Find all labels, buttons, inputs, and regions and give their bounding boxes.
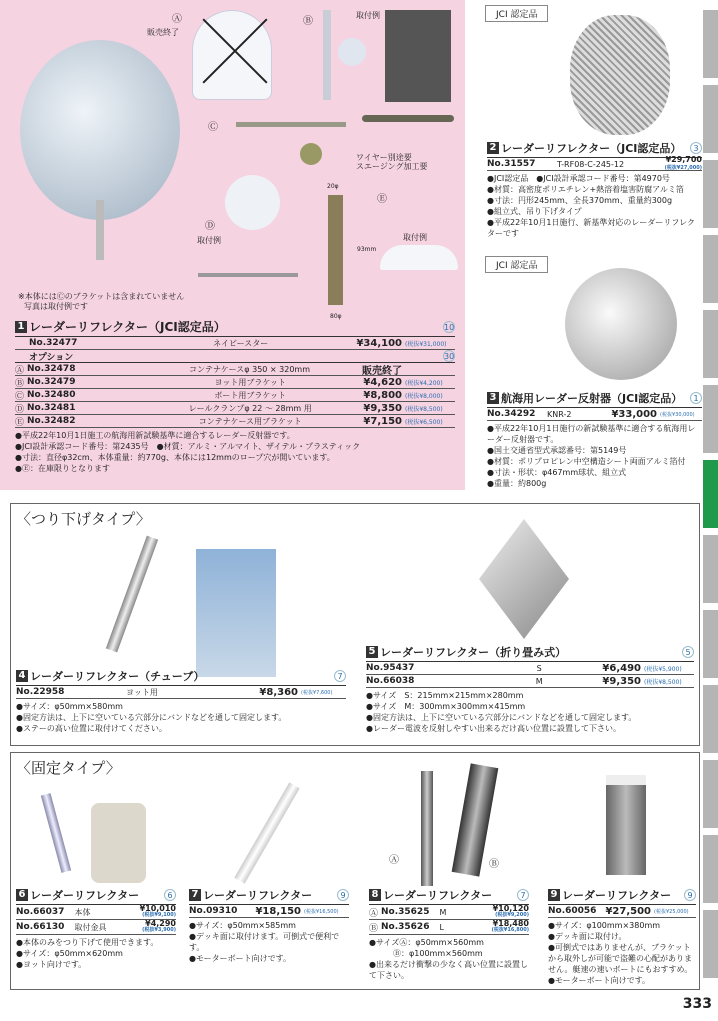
note: ●JCI設計承認コード番号：第2435号 ●材質：アルミ・アルマイト、ザイテル・プラスティック	[15, 442, 361, 451]
item-no: No.60056	[548, 906, 597, 916]
index-tab[interactable]	[703, 535, 718, 603]
option-mark: Ⓑ	[369, 923, 379, 934]
item-tax: (税抜¥31,000)	[405, 340, 447, 348]
note: ●本体のみをつり下げて使用できます。	[16, 938, 159, 947]
item-desc: 取付金具	[74, 922, 107, 932]
note: ●サイズ：φ100mm×380mm	[548, 921, 661, 930]
product-panel-1	[0, 0, 465, 490]
option-mark: Ⓒ	[15, 391, 25, 402]
item-price: ¥7,150	[363, 415, 402, 427]
hanging-type-section	[10, 503, 700, 746]
item-no: No.22958	[16, 687, 65, 697]
item-price: ¥29,700	[665, 155, 702, 164]
index-tab[interactable]	[703, 385, 718, 453]
item-price: ¥10,010	[139, 904, 176, 913]
note: Ⓑ：φ100mm×560mm	[369, 949, 483, 958]
item-no: No.35625	[381, 907, 430, 917]
jci-tag: JCI 認定品	[485, 5, 548, 22]
item-price: ¥4,620	[363, 376, 402, 388]
stock-count: 10	[444, 322, 455, 332]
product-6	[16, 887, 176, 970]
boat-bracket-rod	[236, 122, 346, 127]
stock-count: 3	[690, 142, 702, 154]
note: ●モーターボート向けです。	[189, 954, 292, 963]
product-title: レーダーリフレクター	[30, 889, 140, 902]
note: ●サイズ M：300mm×300mm×415mm	[366, 702, 526, 711]
index-tab[interactable]	[703, 235, 718, 303]
note: ●寸法：円形245mm、全長370mm、重量約300g	[487, 196, 673, 205]
note: ●重量：約800g	[487, 479, 547, 488]
item-tax: (税抜¥3,900)	[142, 927, 176, 933]
note: ●組立式、吊り下げタイプ	[487, 207, 582, 216]
radar-reflector-photo	[20, 40, 180, 220]
product-title: レーダーリフレクター（折り畳み式）	[380, 646, 567, 659]
note: ●固定方法は、上下に空いている穴部分にバンドなどを通して固定します。	[16, 713, 287, 722]
product-9	[548, 887, 696, 986]
item-no: No.35626	[381, 922, 430, 932]
product-number-badge: 1	[15, 321, 27, 333]
item-price: ¥18,480	[492, 919, 529, 928]
option-mark: Ⓔ	[15, 417, 25, 428]
stock-count: 5	[682, 646, 694, 658]
option-mark: Ⓐ	[15, 365, 25, 376]
product-1-table	[15, 318, 455, 474]
table-row	[487, 408, 702, 421]
label-e: Ⓔ	[377, 194, 387, 205]
table-row	[366, 675, 694, 688]
index-tab[interactable]	[703, 310, 718, 378]
yacht-bracket-photo	[323, 10, 331, 100]
item-desc: コンテナケースφ 350 × 320mm	[189, 364, 311, 374]
item-tax: (税抜¥9,100)	[142, 912, 176, 918]
dia-80: 80φ	[330, 313, 342, 320]
b-example-label: 取付例	[356, 11, 380, 20]
b-example-photo	[385, 10, 451, 102]
table-row	[16, 686, 346, 699]
item-tax: (税抜¥7,600)	[301, 689, 333, 696]
note: ●平成22年10月1日施行の新試験基準に適合する航海用レーダー反射器です。	[487, 424, 696, 444]
stock-count: 6	[164, 889, 176, 901]
product-number-badge: 3	[487, 392, 499, 404]
table-row	[487, 155, 702, 171]
table-row	[15, 402, 455, 415]
item-tax: (税抜¥8,500)	[644, 678, 682, 686]
caution-note	[18, 292, 184, 312]
e-example-photo	[380, 245, 458, 270]
item-desc: M	[439, 907, 447, 917]
item-price: ¥34,100	[356, 337, 402, 349]
item-price: ¥8,800	[363, 389, 402, 401]
note: ●平成22年10月1日施行、新基準対応のレーダーリフレクターです	[487, 218, 695, 238]
product-title: レーダーリフレクター（チューブ）	[30, 670, 205, 683]
item-price: ¥6,490	[602, 662, 641, 674]
item-no: No.32481	[27, 403, 76, 413]
item-tax: (税抜¥16,800)	[491, 927, 529, 933]
item-desc: 本体	[74, 907, 91, 917]
index-tab[interactable]	[703, 10, 718, 78]
item-tax: (税抜¥6,500)	[405, 418, 443, 426]
boat-bracket-bar	[362, 115, 454, 122]
note: ●可倒式ではありませんが、ブラケットから取外しが可能で盗難の心配がありません。艇速の速いボートにもおすすめ。	[548, 943, 693, 974]
table-row	[369, 905, 529, 920]
item-tax: (税抜¥8,000)	[405, 392, 443, 400]
item-price: 販売終了	[362, 365, 402, 377]
sphere-reflector-photo	[565, 268, 677, 380]
note: ●デッキ面に取付けます。可倒式で便利です。	[189, 932, 340, 952]
item-tax: (税抜¥8,500)	[405, 405, 443, 413]
product-number-badge: 6	[16, 889, 28, 901]
item-no: No.66037	[16, 907, 65, 917]
product-title: レーダーリフレクター	[203, 889, 313, 902]
note: ●モーターボート向けです。	[548, 976, 651, 985]
item-price: ¥4,290	[145, 919, 176, 928]
index-tab[interactable]	[703, 685, 718, 753]
item-no: No.34292	[487, 409, 536, 419]
item-no: No.66038	[366, 676, 415, 686]
tube-reflector-photo	[106, 536, 158, 653]
item-desc: レールクランプφ 22 ～ 28mm 用	[188, 403, 312, 413]
table-row	[15, 389, 455, 402]
option-count: 30	[444, 352, 455, 361]
note: ●デッキ面に取付け。	[548, 932, 627, 941]
product-9-photo	[606, 775, 646, 875]
product-3	[487, 390, 702, 489]
index-tab[interactable]	[703, 460, 718, 528]
product-2	[487, 140, 702, 239]
stock-count: 9	[684, 889, 696, 901]
item-desc: M	[535, 676, 543, 686]
product-5	[366, 644, 694, 734]
index-tab[interactable]	[703, 760, 718, 828]
label-a: Ⓐ	[389, 855, 399, 866]
item-price: ¥10,120	[492, 904, 529, 913]
item-tax: (税抜¥30,000)	[660, 411, 695, 418]
option-mark: Ⓐ	[369, 908, 379, 919]
table-row	[15, 415, 455, 428]
note: ●固定方法は、上下に空いている穴部分にバンドなどを通して固定します。	[366, 713, 637, 722]
option-mark: Ⓓ	[15, 404, 25, 415]
product-6-bracket-photo	[91, 803, 146, 883]
height-93: 93mm	[357, 246, 377, 253]
note: ●サイズ：φ50mm×585mm	[189, 921, 296, 930]
item-desc: ヨット用	[126, 687, 158, 697]
product-number-badge: 5	[366, 646, 378, 658]
table-row	[16, 920, 176, 935]
rail-clamp-rod	[198, 273, 298, 277]
option-label: オプション	[29, 352, 74, 363]
note: ●国土交通省型式承認番号：第5149号	[487, 446, 627, 455]
d-example-label: 取付例	[197, 236, 221, 245]
product-title: レーダーリフレクター	[383, 889, 493, 902]
table-row	[548, 905, 696, 918]
note: ●サイズ：φ50mm×620mm	[16, 949, 123, 958]
item-desc: T-RF08-C-245-12	[557, 159, 625, 169]
lantern-reflector-photo	[570, 15, 670, 135]
table-row	[15, 363, 455, 376]
item-tax: (税抜¥4,200)	[405, 379, 443, 387]
stock-count: 7	[517, 889, 529, 901]
note: ●JCI認定品 ●JCI設計承認コード番号：第4970号	[487, 174, 670, 183]
note: ●サイズ：φ50mm×580mm	[16, 702, 123, 711]
product-number-badge: 9	[548, 889, 560, 901]
label-a: Ⓐ	[172, 14, 182, 25]
item-desc: KNR-2	[547, 409, 572, 419]
jci-tag: JCI 認定品	[485, 256, 548, 273]
item-no: No.31557	[487, 159, 536, 169]
product-1-notes	[15, 430, 455, 474]
product-number-badge: 7	[189, 889, 201, 901]
index-tab[interactable]	[703, 610, 718, 678]
item-desc: S	[536, 663, 542, 673]
product-1-header	[15, 318, 455, 337]
item-tax: (税抜¥5,900)	[644, 665, 682, 673]
label-c: Ⓒ	[208, 122, 218, 133]
index-tab[interactable]	[703, 160, 718, 228]
note: ●サイズⒶ：φ50mm×560mm	[369, 938, 484, 947]
section-title: 〈固定タイプ〉	[16, 759, 121, 777]
stock-count: 1	[690, 392, 702, 404]
index-tab[interactable]	[703, 85, 718, 153]
product-title: レーダーリフレクター（JCI認定品）	[29, 320, 226, 334]
caution-line: 写真は取付例です	[24, 302, 88, 311]
product-title: レーダーリフレクター	[562, 889, 672, 902]
note: ●寸法・形状：φ467mm球状、組立式	[487, 468, 627, 477]
item-no: No.09310	[189, 906, 238, 916]
label-b: Ⓑ	[303, 16, 313, 27]
note: ●サイズ S：215mm×215mm×280mm	[366, 691, 524, 700]
item-desc: ヨット用ブラケット	[214, 377, 286, 387]
product-title: レーダーリフレクター（JCI認定品）	[501, 142, 682, 155]
index-tab[interactable]	[703, 835, 718, 903]
index-tab[interactable]	[703, 910, 718, 978]
mount-disc	[300, 143, 322, 165]
e-pole	[328, 195, 343, 305]
page-number: 333	[682, 996, 712, 1012]
bracket-ball	[338, 38, 366, 66]
folding-reflector-photo	[479, 519, 569, 639]
note: ●レーダー電波を反射しやすい出来るだけ高い位置に設置して下さい。	[366, 724, 621, 733]
product-number-badge: 8	[369, 889, 381, 901]
item-no: No.32477	[29, 338, 78, 348]
table-row	[366, 662, 694, 675]
item-tax: (税抜¥9,200)	[495, 912, 529, 918]
table-row	[15, 337, 455, 350]
item-tax: (税抜¥25,000)	[654, 908, 689, 915]
product-7-photo	[234, 782, 299, 883]
product-8a-photo	[421, 771, 433, 886]
note: ●材質：高密度ポリエチレン+熱溶着塩害防腐アルミ箔	[487, 185, 684, 194]
item-no: No.32479	[27, 377, 76, 387]
option-mark: Ⓑ	[15, 378, 25, 389]
item-desc: ボート用ブラケット	[214, 390, 287, 400]
note: ●材質：ポリプロピレン中空構造シート両面アルミ箔付	[487, 457, 686, 466]
item-no: No.95437	[366, 663, 415, 673]
mast-pole	[96, 200, 104, 260]
note: ●平成22年10月1日施工の航海用新試験基準に適合するレーダー反射器です。	[15, 431, 295, 440]
item-price: ¥9,350	[602, 675, 641, 687]
product-7	[189, 887, 349, 964]
product-8	[369, 887, 529, 981]
item-desc: L	[439, 922, 444, 932]
item-no: No.66130	[16, 922, 65, 932]
item-tax: (税抜¥16,500)	[304, 908, 339, 915]
e-example-label: 取付例	[403, 233, 427, 242]
dia-20: 20φ	[327, 183, 339, 190]
caution-line: ※本体にはⒸのブラケットは含まれていません	[18, 292, 185, 301]
note: ●出来るだけ衝撃の少なく高い位置に設置して下さい。	[369, 960, 528, 980]
product-number-badge: 2	[487, 142, 499, 154]
item-no: No.32480	[27, 390, 76, 400]
product-title: 航海用レーダー反射器（JCI認定品）	[501, 392, 683, 405]
table-row	[369, 920, 529, 935]
note: ●寸法：直径φ32cm、本体重量：約770g、本体には12mmのロープ穴が開いています。	[15, 453, 335, 462]
item-desc: ネイビースター	[213, 338, 269, 348]
item-price: ¥9,350	[363, 402, 402, 414]
item-price: ¥8,360	[259, 686, 298, 698]
table-row	[189, 905, 349, 918]
table-row	[15, 376, 455, 389]
mast-photo	[196, 549, 276, 677]
label-d: Ⓓ	[205, 221, 215, 232]
item-price: ¥33,000	[611, 408, 657, 420]
item-desc: コンテナケース用ブラケット	[198, 416, 302, 426]
stock-count: 9	[337, 889, 349, 901]
product-4	[16, 668, 346, 734]
fixed-type-section	[10, 752, 700, 990]
product-number-badge: 4	[16, 670, 28, 682]
table-row	[16, 905, 176, 920]
item-no: No.32482	[27, 416, 76, 426]
discontinued-note: 販売終了	[147, 28, 179, 37]
item-tax: (税抜¥27,000)	[664, 165, 702, 171]
item-price: ¥27,500	[605, 905, 651, 917]
swage-note: スエージング加工要	[356, 162, 428, 171]
note: ●ステーの高い位置に取付けてください。	[16, 724, 167, 733]
label-b: Ⓑ	[489, 859, 499, 870]
note: ●ヨット向けです。	[16, 960, 87, 969]
wire-note: ワイヤー別途要	[356, 153, 412, 162]
product-6-tube-photo	[41, 793, 71, 873]
section-title: 〈つり下げタイプ〉	[16, 510, 151, 528]
item-price: ¥18,150	[255, 905, 301, 917]
note: ●Ⓔ：在庫限りとなります	[15, 464, 110, 473]
rail-clamp-reflector	[225, 175, 280, 230]
stock-count: 7	[334, 670, 346, 682]
item-no: No.32478	[27, 364, 76, 374]
